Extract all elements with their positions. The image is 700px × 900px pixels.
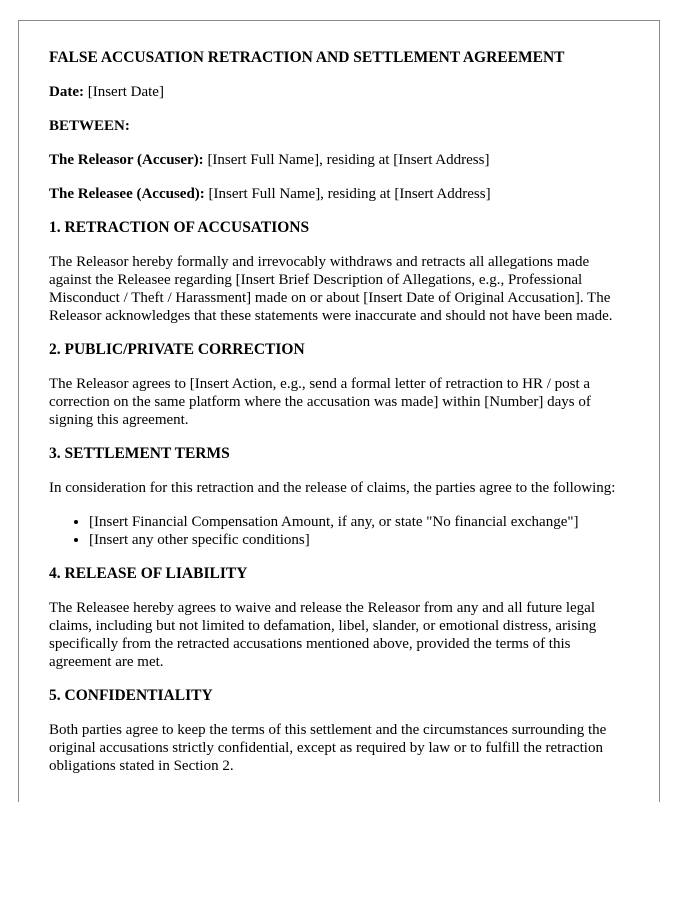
section-heading-release: 4. RELEASE OF LIABILITY — [49, 565, 248, 582]
releasee-line — [49, 185, 629, 203]
date-line — [49, 83, 629, 101]
document-title: FALSE ACCUSATION RETRACTION AND SETTLEMENT AGREEMENT — [49, 49, 565, 66]
document-content — [19, 21, 659, 775]
section-body-correction: The Releasor agrees to [Insert Action, e.g., send a formal letter of retraction to HR / post a correction on the same platform where the accusation was made] within [Number] days of signing this agreement. — [49, 376, 591, 428]
between-label: BETWEEN: — [49, 118, 130, 134]
releasor-label: The Releasor (Accuser): — [49, 152, 204, 168]
section-body-settlement: In consideration for this retraction and the release of claims, the parties agree to the following: — [49, 480, 616, 496]
document-page — [18, 20, 660, 802]
section-body-retraction: The Releasor hereby formally and irrevocably withdraws and retracts all allegations made against the Releasee regarding [Insert Brief Description of Allegations, e.g., Professional Misconduct / Theft / Harassment] made on or about [Insert Date of Original Accusation]. The Releasor acknowledges that these statements were inaccurate and should not have been made. — [49, 254, 613, 324]
section-body-release: The Releasee hereby agrees to waive and release the Releasor from any and all future legal claims, including but not limited to defamation, libel, slander, or emotional distress, arising specifically from the retracted accusations mentioned above, provided the terms of this agreement are met. — [49, 600, 597, 670]
date-value: [Insert Date] — [83, 84, 164, 100]
section-heading-settlement: 3. SETTLEMENT TERMS — [49, 445, 230, 462]
releasor-value: [Insert Full Name], residing at [Insert Address] — [203, 152, 490, 168]
releasor-line — [49, 151, 629, 169]
section-heading-confidentiality: 5. CONFIDENTIALITY — [49, 687, 213, 704]
section-heading-correction: 2. PUBLIC/PRIVATE CORRECTION — [49, 341, 305, 358]
settlement-terms-list — [49, 513, 629, 549]
section-body-confidentiality: Both parties agree to keep the terms of this settlement and the circumstances surrounding the original accusations strictly confidential, except as required by law or to fulfill the retraction obligations stated in Section 2. — [49, 722, 607, 774]
list-item: • [Insert Financial Compensation Amount, if any, or state "No financial exchange"] — [89, 513, 629, 531]
section-heading-retraction: 1. RETRACTION OF ACCUSATIONS — [49, 219, 310, 236]
date-label: Date: — [49, 84, 84, 100]
list-item: • [Insert any other specific conditions] — [89, 531, 629, 549]
releasee-value: [Insert Full Name], residing at [Insert Address] — [204, 186, 491, 202]
releasee-label: The Releasee (Accused): — [49, 186, 205, 202]
